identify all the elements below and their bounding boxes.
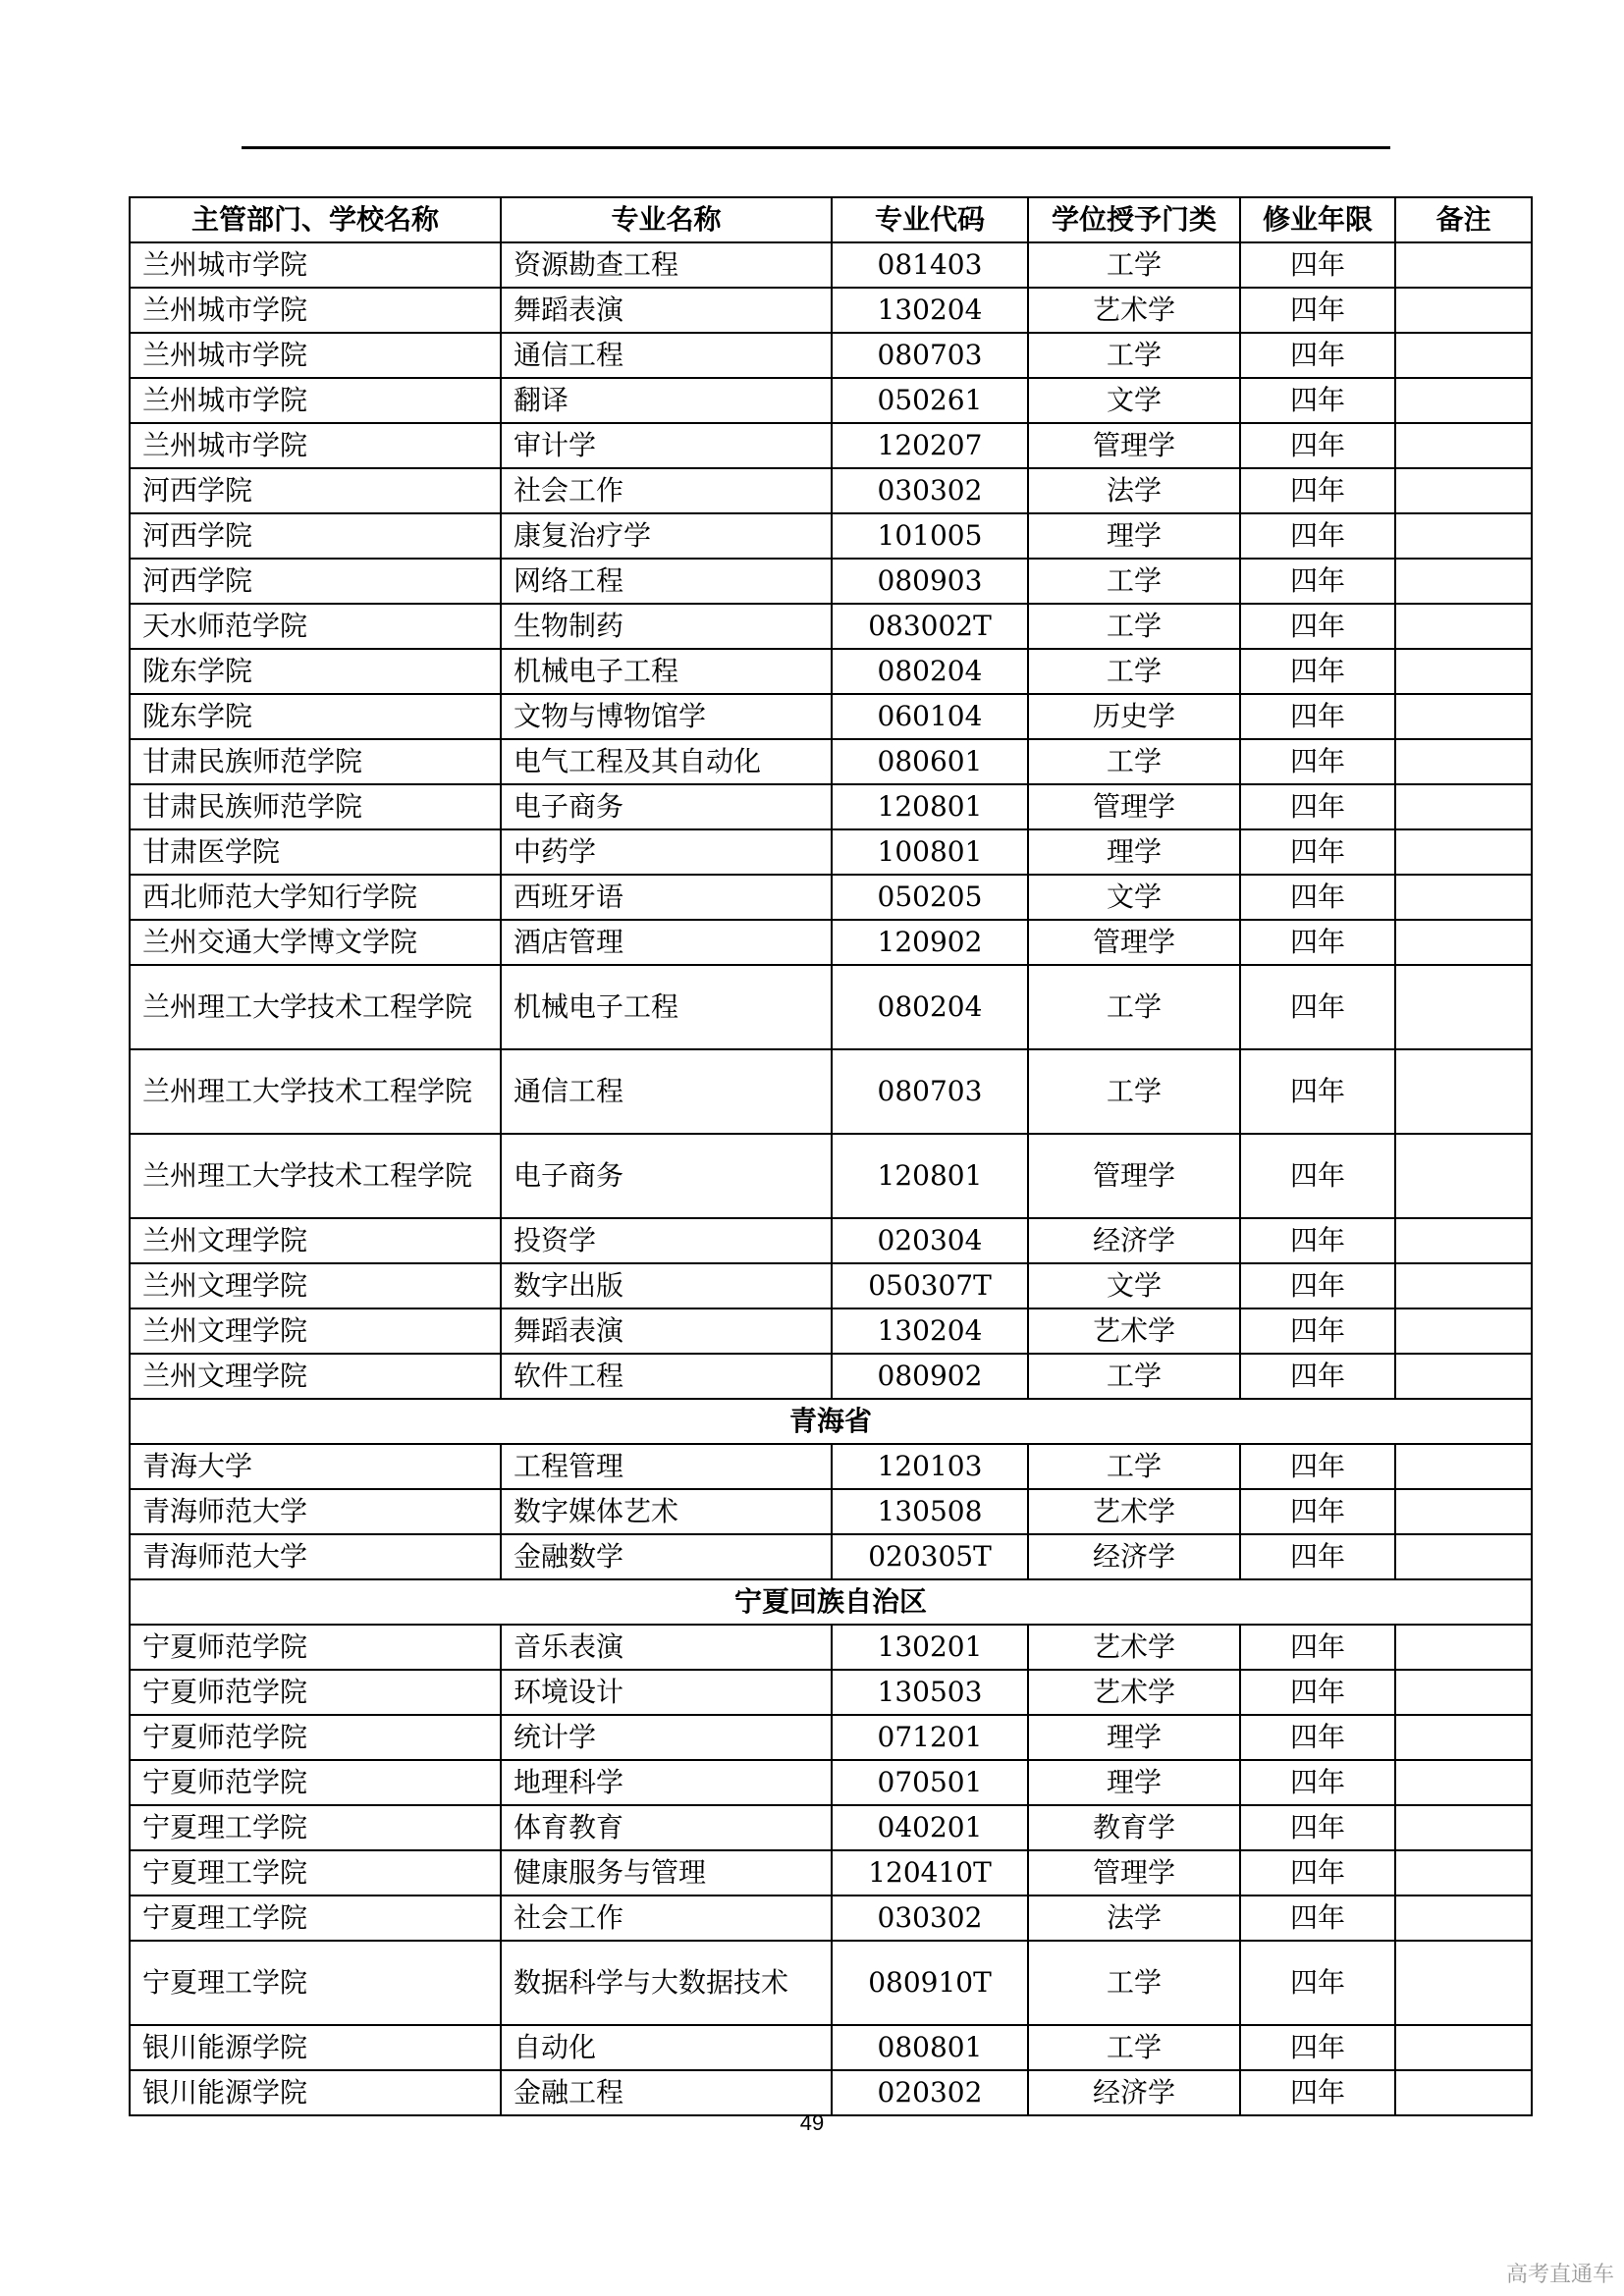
cell-note [1395, 1625, 1532, 1670]
cell-duration: 四年 [1240, 829, 1395, 875]
cell-code: 080204 [832, 965, 1028, 1049]
cell-duration: 四年 [1240, 920, 1395, 965]
cell-duration: 四年 [1240, 1049, 1395, 1134]
cell-major: 资源勘查工程 [501, 242, 832, 288]
cell-major: 统计学 [501, 1715, 832, 1760]
cell-note [1395, 1134, 1532, 1218]
cell-duration: 四年 [1240, 1941, 1395, 2025]
header-code: 专业代码 [832, 197, 1028, 242]
cell-code: 050205 [832, 875, 1028, 920]
cell-degree-category: 艺术学 [1028, 1489, 1240, 1534]
cell-note [1395, 242, 1532, 288]
cell-note [1395, 1760, 1532, 1805]
header-rule [242, 146, 1390, 149]
cell-duration: 四年 [1240, 784, 1395, 829]
cell-degree-category: 工学 [1028, 242, 1240, 288]
cell-school: 宁夏师范学院 [130, 1670, 501, 1715]
cell-school: 天水师范学院 [130, 604, 501, 649]
table-row [130, 1134, 1532, 1218]
cell-note [1395, 1354, 1532, 1399]
cell-code: 050261 [832, 378, 1028, 423]
cell-degree-category: 经济学 [1028, 2070, 1240, 2115]
cell-note [1395, 1715, 1532, 1760]
cell-duration: 四年 [1240, 1896, 1395, 1941]
table-row [130, 1489, 1532, 1534]
cell-degree-category: 理学 [1028, 1760, 1240, 1805]
cell-major: 投资学 [501, 1218, 832, 1263]
header-note: 备注 [1395, 197, 1532, 242]
cell-degree-category: 艺术学 [1028, 1670, 1240, 1715]
cell-degree-category: 历史学 [1028, 694, 1240, 739]
cell-school: 宁夏理工学院 [130, 1941, 501, 2025]
cell-note [1395, 513, 1532, 559]
cell-note [1395, 1896, 1532, 1941]
table-row [130, 1444, 1532, 1489]
cell-degree-category: 经济学 [1028, 1534, 1240, 1579]
cell-note [1395, 423, 1532, 468]
cell-code: 050307T [832, 1263, 1028, 1308]
cell-duration: 四年 [1240, 739, 1395, 784]
cell-degree-category: 工学 [1028, 965, 1240, 1049]
cell-major: 社会工作 [501, 1896, 832, 1941]
header-duration: 修业年限 [1240, 197, 1395, 242]
cell-duration: 四年 [1240, 2025, 1395, 2070]
cell-note [1395, 1444, 1532, 1489]
cell-school: 甘肃医学院 [130, 829, 501, 875]
cell-school: 兰州理工大学技术工程学院 [130, 965, 501, 1049]
cell-code: 030302 [832, 468, 1028, 513]
cell-school: 青海师范大学 [130, 1534, 501, 1579]
cell-note [1395, 784, 1532, 829]
cell-note [1395, 468, 1532, 513]
cell-note [1395, 1850, 1532, 1896]
cell-major: 机械电子工程 [501, 965, 832, 1049]
cell-school: 陇东学院 [130, 694, 501, 739]
table-row [130, 1263, 1532, 1308]
cell-school: 河西学院 [130, 468, 501, 513]
table-row [130, 288, 1532, 333]
cell-code: 100801 [832, 829, 1028, 875]
cell-degree-category: 工学 [1028, 1354, 1240, 1399]
table-row [130, 2025, 1532, 2070]
cell-duration: 四年 [1240, 1805, 1395, 1850]
cell-degree-category: 管理学 [1028, 1134, 1240, 1218]
cell-major: 自动化 [501, 2025, 832, 2070]
cell-note [1395, 1489, 1532, 1534]
table-row [130, 1625, 1532, 1670]
cell-duration: 四年 [1240, 559, 1395, 604]
cell-duration: 四年 [1240, 2070, 1395, 2115]
table-row [130, 1715, 1532, 1760]
province-row [130, 1579, 1532, 1625]
cell-degree-category: 工学 [1028, 333, 1240, 378]
cell-duration: 四年 [1240, 1760, 1395, 1805]
cell-degree-category: 管理学 [1028, 423, 1240, 468]
cell-code: 130204 [832, 288, 1028, 333]
table-row [130, 468, 1532, 513]
province-label: 青海省 [130, 1399, 1532, 1444]
cell-degree-category: 工学 [1028, 2025, 1240, 2070]
table-body [130, 242, 1532, 2115]
cell-degree-category: 工学 [1028, 649, 1240, 694]
cell-code: 083002T [832, 604, 1028, 649]
cell-note [1395, 649, 1532, 694]
cell-degree-category: 理学 [1028, 1715, 1240, 1760]
cell-degree-category: 管理学 [1028, 1850, 1240, 1896]
cell-school: 兰州理工大学技术工程学院 [130, 1134, 501, 1218]
cell-major: 机械电子工程 [501, 649, 832, 694]
cell-code: 070501 [832, 1760, 1028, 1805]
cell-major: 软件工程 [501, 1354, 832, 1399]
header-degree-category: 学位授予门类 [1028, 197, 1240, 242]
cell-code: 080204 [832, 649, 1028, 694]
cell-degree-category: 工学 [1028, 604, 1240, 649]
table-row [130, 920, 1532, 965]
cell-note [1395, 694, 1532, 739]
cell-school: 银川能源学院 [130, 2025, 501, 2070]
cell-code: 030302 [832, 1896, 1028, 1941]
cell-school: 河西学院 [130, 513, 501, 559]
cell-note [1395, 1218, 1532, 1263]
cell-school: 西北师范大学知行学院 [130, 875, 501, 920]
cell-duration: 四年 [1240, 1670, 1395, 1715]
cell-duration: 四年 [1240, 1489, 1395, 1534]
table-row [130, 513, 1532, 559]
cell-note [1395, 288, 1532, 333]
cell-note [1395, 920, 1532, 965]
cell-school: 青海师范大学 [130, 1489, 501, 1534]
cell-duration: 四年 [1240, 1134, 1395, 1218]
cell-duration: 四年 [1240, 1534, 1395, 1579]
table-row [130, 965, 1532, 1049]
cell-code: 101005 [832, 513, 1028, 559]
table-row [130, 739, 1532, 784]
cell-major: 社会工作 [501, 468, 832, 513]
table-row [130, 829, 1532, 875]
cell-school: 宁夏理工学院 [130, 1805, 501, 1850]
cell-degree-category: 管理学 [1028, 784, 1240, 829]
table-row [130, 423, 1532, 468]
cell-major: 通信工程 [501, 333, 832, 378]
cell-major: 生物制药 [501, 604, 832, 649]
cell-school: 陇东学院 [130, 649, 501, 694]
cell-degree-category: 理学 [1028, 513, 1240, 559]
cell-code: 080902 [832, 1354, 1028, 1399]
cell-major: 电子商务 [501, 784, 832, 829]
table-row [130, 1354, 1532, 1399]
cell-degree-category: 工学 [1028, 1941, 1240, 2025]
cell-major: 酒店管理 [501, 920, 832, 965]
cell-note [1395, 2070, 1532, 2115]
cell-degree-category: 工学 [1028, 739, 1240, 784]
cell-code: 060104 [832, 694, 1028, 739]
majors-table [129, 196, 1533, 2116]
cell-code: 130201 [832, 1625, 1028, 1670]
cell-code: 020304 [832, 1218, 1028, 1263]
table-row [130, 649, 1532, 694]
cell-major: 工程管理 [501, 1444, 832, 1489]
cell-duration: 四年 [1240, 423, 1395, 468]
cell-code: 080910T [832, 1941, 1028, 2025]
cell-note [1395, 875, 1532, 920]
cell-duration: 四年 [1240, 513, 1395, 559]
cell-note [1395, 604, 1532, 649]
cell-duration: 四年 [1240, 468, 1395, 513]
cell-degree-category: 经济学 [1028, 1218, 1240, 1263]
cell-code: 120902 [832, 920, 1028, 965]
cell-duration: 四年 [1240, 604, 1395, 649]
cell-note [1395, 1263, 1532, 1308]
cell-duration: 四年 [1240, 1444, 1395, 1489]
cell-school: 兰州城市学院 [130, 423, 501, 468]
cell-note [1395, 559, 1532, 604]
cell-degree-category: 工学 [1028, 1444, 1240, 1489]
cell-school: 兰州文理学院 [130, 1218, 501, 1263]
table-row [130, 1670, 1532, 1715]
cell-note [1395, 2025, 1532, 2070]
table-header-row [130, 197, 1532, 242]
cell-note [1395, 829, 1532, 875]
cell-code: 080801 [832, 2025, 1028, 2070]
cell-major: 康复治疗学 [501, 513, 832, 559]
cell-code: 020302 [832, 2070, 1028, 2115]
cell-note [1395, 378, 1532, 423]
cell-school: 宁夏理工学院 [130, 1850, 501, 1896]
cell-major: 健康服务与管理 [501, 1850, 832, 1896]
cell-school: 兰州文理学院 [130, 1263, 501, 1308]
cell-code: 130508 [832, 1489, 1028, 1534]
cell-degree-category: 艺术学 [1028, 1625, 1240, 1670]
cell-major: 审计学 [501, 423, 832, 468]
cell-duration: 四年 [1240, 378, 1395, 423]
table-row [130, 242, 1532, 288]
cell-duration: 四年 [1240, 965, 1395, 1049]
table-row [130, 378, 1532, 423]
cell-major: 舞蹈表演 [501, 288, 832, 333]
cell-major: 电子商务 [501, 1134, 832, 1218]
cell-major: 金融数学 [501, 1534, 832, 1579]
table-row [130, 694, 1532, 739]
cell-code: 081403 [832, 242, 1028, 288]
cell-note [1395, 965, 1532, 1049]
cell-school: 甘肃民族师范学院 [130, 784, 501, 829]
cell-school: 宁夏理工学院 [130, 1896, 501, 1941]
cell-major: 数字出版 [501, 1263, 832, 1308]
cell-school: 青海大学 [130, 1444, 501, 1489]
cell-major: 西班牙语 [501, 875, 832, 920]
table-row [130, 1805, 1532, 1850]
cell-duration: 四年 [1240, 1263, 1395, 1308]
cell-duration: 四年 [1240, 1218, 1395, 1263]
cell-school: 兰州文理学院 [130, 1354, 501, 1399]
table-row [130, 1760, 1532, 1805]
cell-major: 文物与博物馆学 [501, 694, 832, 739]
watermark: 高考直通车 [1505, 2263, 1614, 2287]
province-row [130, 1399, 1532, 1444]
table-row [130, 1534, 1532, 1579]
cell-note [1395, 1534, 1532, 1579]
table-row [130, 559, 1532, 604]
cell-degree-category: 工学 [1028, 559, 1240, 604]
cell-degree-category: 法学 [1028, 1896, 1240, 1941]
cell-school: 兰州城市学院 [130, 378, 501, 423]
cell-duration: 四年 [1240, 333, 1395, 378]
cell-degree-category: 文学 [1028, 1263, 1240, 1308]
cell-school: 兰州城市学院 [130, 288, 501, 333]
header-major: 专业名称 [501, 197, 832, 242]
table-row [130, 604, 1532, 649]
cell-duration: 四年 [1240, 649, 1395, 694]
cell-major: 音乐表演 [501, 1625, 832, 1670]
cell-degree-category: 理学 [1028, 829, 1240, 875]
table-row [130, 1218, 1532, 1263]
table-row [130, 1941, 1532, 2025]
cell-major: 数字媒体艺术 [501, 1489, 832, 1534]
cell-degree-category: 法学 [1028, 468, 1240, 513]
table-row [130, 1049, 1532, 1134]
cell-duration: 四年 [1240, 288, 1395, 333]
cell-major: 数据科学与大数据技术 [501, 1941, 832, 2025]
cell-degree-category: 艺术学 [1028, 288, 1240, 333]
cell-code: 120103 [832, 1444, 1028, 1489]
cell-degree-category: 文学 [1028, 378, 1240, 423]
cell-duration: 四年 [1240, 694, 1395, 739]
cell-major: 地理科学 [501, 1760, 832, 1805]
cell-code: 120207 [832, 423, 1028, 468]
page-number: 49 [799, 2110, 825, 2135]
table-row [130, 784, 1532, 829]
cell-code: 120410T [832, 1850, 1028, 1896]
cell-major: 通信工程 [501, 1049, 832, 1134]
header-school: 主管部门、学校名称 [130, 197, 501, 242]
cell-school: 宁夏师范学院 [130, 1760, 501, 1805]
province-label: 宁夏回族自治区 [130, 1579, 1532, 1625]
cell-note [1395, 1670, 1532, 1715]
cell-school: 兰州城市学院 [130, 242, 501, 288]
cell-major: 环境设计 [501, 1670, 832, 1715]
table-row [130, 1896, 1532, 1941]
cell-major: 金融工程 [501, 2070, 832, 2115]
cell-school: 银川能源学院 [130, 2070, 501, 2115]
cell-major: 中药学 [501, 829, 832, 875]
cell-degree-category: 工学 [1028, 1049, 1240, 1134]
cell-degree-category: 教育学 [1028, 1805, 1240, 1850]
cell-school: 宁夏师范学院 [130, 1625, 501, 1670]
cell-major: 电气工程及其自动化 [501, 739, 832, 784]
cell-major: 网络工程 [501, 559, 832, 604]
cell-degree-category: 管理学 [1028, 920, 1240, 965]
cell-school: 兰州城市学院 [130, 333, 501, 378]
cell-degree-category: 文学 [1028, 875, 1240, 920]
cell-code: 080703 [832, 1049, 1028, 1134]
cell-note [1395, 333, 1532, 378]
table-row [130, 1308, 1532, 1354]
cell-note [1395, 1805, 1532, 1850]
cell-code: 071201 [832, 1715, 1028, 1760]
cell-school: 兰州文理学院 [130, 1308, 501, 1354]
cell-school: 兰州理工大学技术工程学院 [130, 1049, 501, 1134]
cell-duration: 四年 [1240, 1715, 1395, 1760]
table-row [130, 2070, 1532, 2115]
cell-code: 080703 [832, 333, 1028, 378]
cell-duration: 四年 [1240, 242, 1395, 288]
cell-school: 兰州交通大学博文学院 [130, 920, 501, 965]
table-row [130, 333, 1532, 378]
cell-major: 翻译 [501, 378, 832, 423]
cell-note [1395, 1049, 1532, 1134]
cell-code: 120801 [832, 784, 1028, 829]
table-row [130, 1850, 1532, 1896]
cell-note [1395, 739, 1532, 784]
cell-note [1395, 1308, 1532, 1354]
cell-school: 宁夏师范学院 [130, 1715, 501, 1760]
cell-duration: 四年 [1240, 875, 1395, 920]
cell-school: 河西学院 [130, 559, 501, 604]
cell-major: 体育教育 [501, 1805, 832, 1850]
cell-school: 甘肃民族师范学院 [130, 739, 501, 784]
cell-note [1395, 1941, 1532, 2025]
cell-duration: 四年 [1240, 1625, 1395, 1670]
cell-duration: 四年 [1240, 1850, 1395, 1896]
cell-duration: 四年 [1240, 1354, 1395, 1399]
cell-code: 120801 [832, 1134, 1028, 1218]
cell-code: 080903 [832, 559, 1028, 604]
cell-code: 080601 [832, 739, 1028, 784]
cell-code: 130204 [832, 1308, 1028, 1354]
cell-duration: 四年 [1240, 1308, 1395, 1354]
table-row [130, 875, 1532, 920]
cell-code: 020305T [832, 1534, 1028, 1579]
cell-code: 040201 [832, 1805, 1028, 1850]
cell-degree-category: 艺术学 [1028, 1308, 1240, 1354]
cell-major: 舞蹈表演 [501, 1308, 832, 1354]
cell-code: 130503 [832, 1670, 1028, 1715]
